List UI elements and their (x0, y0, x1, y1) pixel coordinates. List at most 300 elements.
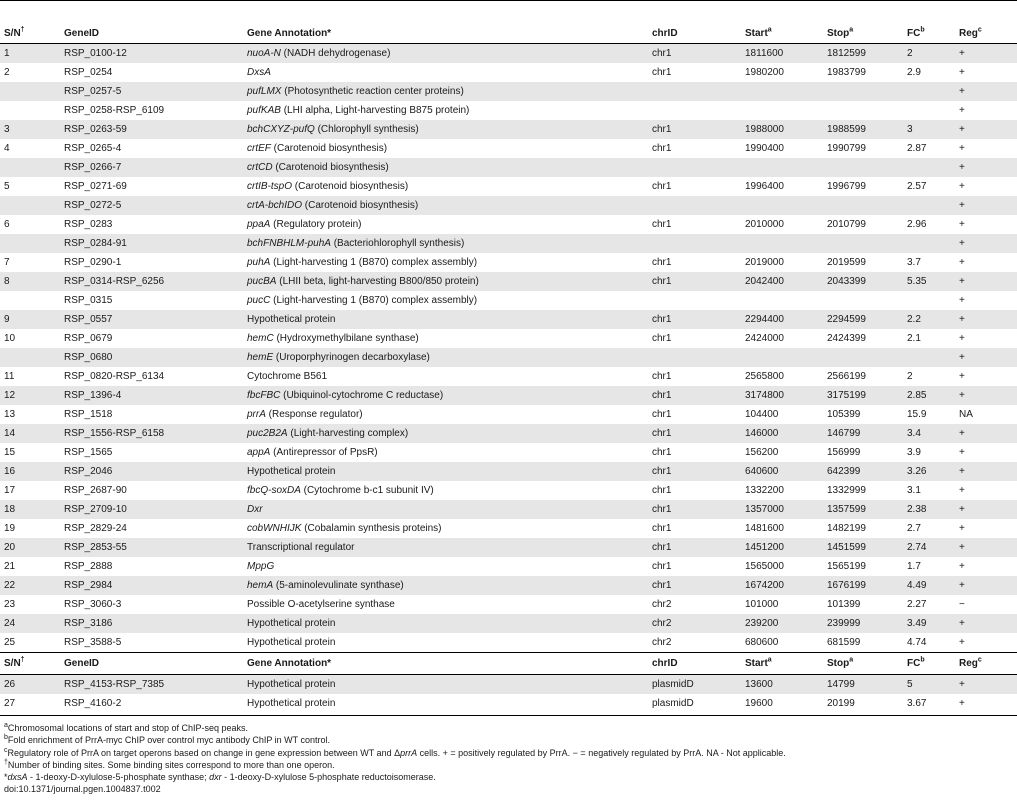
cell-gene-id: RSP_1565 (64, 447, 113, 458)
cell-sn: 27 (4, 698, 16, 709)
cell-stop: 146799 (823, 424, 903, 443)
cell-sn: 11 (4, 371, 15, 382)
cell-stop: 1812599 (823, 44, 903, 64)
cell-sn: 15 (4, 447, 16, 458)
cell-annotation: prrA (Response regulator) (247, 409, 363, 420)
cell-chr: chr1 (648, 272, 741, 291)
cell-annotation: DxsA (247, 67, 271, 78)
table-body (0, 44, 1017, 653)
cell-sn (0, 101, 60, 120)
cell-annotation: Cytochrome B561 (247, 371, 328, 382)
cell-gene-id: RSP_0263-59 (60, 120, 243, 139)
cell-fc: 3.26 (903, 462, 955, 481)
cell-gene-id: RSP_0284-91 (60, 234, 243, 253)
cell-sn: 25 (4, 637, 16, 648)
cell-reg: + (959, 257, 965, 268)
cell-annotation: MppG (247, 561, 275, 572)
table-row (0, 177, 1017, 196)
cell-stop: 2424399 (827, 333, 866, 344)
cell-start: 1332200 (745, 485, 784, 496)
cell-annotation: puc2B2A (Light-harvesting complex) (243, 424, 648, 443)
cell-sn: 19 (4, 523, 16, 534)
table-row (0, 82, 1017, 101)
header-stop: Stop$^a$ (823, 25, 903, 44)
cell-start: 680600 (745, 637, 779, 648)
table-row (0, 253, 1017, 272)
cell-reg: + (955, 158, 1017, 177)
cell-gene-id: RSP_0314-RSP_6256 (60, 272, 243, 291)
cell-sn: 20 (0, 538, 60, 557)
cell-start: 156200 (745, 447, 779, 458)
cell-reg: + (955, 576, 1017, 595)
cell-annotation: Possible O-acetylserine synthase (247, 599, 395, 610)
cell-stop: 14799 (823, 675, 903, 695)
cell-annotation: Transcriptional regulator (243, 538, 648, 557)
cell-sn: 23 (4, 599, 16, 610)
cell-chr (648, 196, 741, 215)
table-footnotes (4, 722, 786, 796)
table-row (0, 614, 1017, 633)
cell-start: 146000 (741, 424, 823, 443)
cell-reg: + (959, 561, 965, 572)
header-reg: Reg$^c$ (955, 653, 1017, 675)
cell-start (741, 101, 823, 120)
cell-gene-id: RSP_0271-69 (64, 181, 127, 192)
cell-fc: 3.49 (903, 614, 955, 633)
cell-fc (903, 234, 955, 253)
cell-chr (648, 348, 741, 367)
cell-reg: + (955, 462, 1017, 481)
cell-start: 1674200 (741, 576, 823, 595)
cell-gene-id: RSP_0257-5 (60, 82, 243, 101)
cell-fc (903, 291, 955, 310)
cell-start: 1451200 (741, 538, 823, 557)
cell-reg: + (959, 67, 965, 78)
cell-annotation: crtEF (Carotenoid biosynthesis) (247, 143, 388, 154)
cell-start: 2424000 (745, 333, 784, 344)
cell-start: 640600 (741, 462, 823, 481)
cell-fc: 3 (903, 120, 955, 139)
table-row (0, 424, 1017, 443)
cell-chr: chr1 (648, 310, 741, 329)
cell-annotation: crtCD (Carotenoid biosynthesis) (243, 158, 648, 177)
header-stop: Stop$^a$ (823, 653, 903, 675)
cell-gene-id: RSP_1518 (64, 409, 113, 420)
cell-gene-id: RSP_3588-5 (64, 637, 122, 648)
cell-sn: 5 (4, 181, 10, 192)
cell-chr: chr1 (652, 485, 672, 496)
cell-stop: 20199 (827, 698, 855, 709)
cell-gene-id: RSP_0290-1 (64, 257, 122, 268)
header-annotation: Gene Annotation* (243, 653, 648, 675)
cell-sn: 1 (0, 44, 60, 64)
table-row (0, 519, 1017, 538)
cell-chr: chr1 (652, 447, 672, 458)
cell-stop: 1983799 (827, 67, 866, 78)
cell-stop: 1451599 (823, 538, 903, 557)
cell-gene-id: RSP_3060-3 (64, 599, 122, 610)
cell-stop: 681599 (827, 637, 861, 648)
cell-gene-id: RSP_0315 (64, 295, 113, 306)
cell-reg: + (959, 105, 965, 116)
cell-reg: NA (959, 409, 973, 420)
cell-stop: 1990799 (827, 143, 866, 154)
table-row (0, 405, 1017, 424)
header-fc: $FC^b$ (903, 25, 955, 44)
cell-reg: + (959, 295, 965, 306)
cell-annotation: cobWNHIJK (Cobalamin synthesis proteins) (247, 523, 442, 534)
cell-fc: 2 (903, 44, 955, 64)
cell-stop: 101399 (827, 599, 861, 610)
cell-reg: + (959, 181, 965, 192)
cell-annotation: nuoA-N (NADH dehydrogenase) (243, 44, 648, 64)
table-row (0, 481, 1017, 500)
cell-sn: 8 (0, 272, 60, 291)
doi-text: doi:10.1371/journal.pgen.1004837.t002 (4, 784, 161, 795)
cell-start (741, 196, 823, 215)
cell-chr: chr1 (648, 386, 741, 405)
cell-chr: chr1 (648, 120, 741, 139)
header-chr: chrID (648, 653, 741, 675)
cell-start: 2294400 (741, 310, 823, 329)
cell-gene-id: RSP_0679 (64, 333, 113, 344)
cell-sn: 9 (0, 310, 60, 329)
cell-fc: 2.9 (907, 67, 921, 78)
cell-start: 1481600 (745, 523, 784, 534)
cell-fc: 1.7 (907, 561, 921, 572)
cell-fc (903, 101, 955, 120)
cell-start: 2019000 (745, 257, 784, 268)
cell-sn: 6 (4, 219, 10, 230)
cell-fc: 3.9 (907, 447, 921, 458)
cell-sn: 24 (0, 614, 60, 633)
cell-stop: 2019599 (827, 257, 866, 268)
cell-chr: chr1 (652, 67, 672, 78)
cell-stop: 2043399 (823, 272, 903, 291)
cell-sn: 21 (4, 561, 16, 572)
cell-chr: chr1 (648, 538, 741, 557)
cell-reg: + (955, 348, 1017, 367)
table-row (0, 120, 1017, 139)
table-row (0, 291, 1017, 310)
cell-sn (0, 158, 60, 177)
cell-stop: 2566199 (827, 371, 866, 382)
cell-fc: 2.7 (907, 523, 921, 534)
cell-sn (0, 82, 60, 101)
cell-start: 3174800 (741, 386, 823, 405)
cell-stop: 1482199 (827, 523, 866, 534)
table-row (0, 595, 1017, 614)
cell-chr (648, 82, 741, 101)
footnote-star: *dxsA - 1-deoxy-D-xylulose-5-phosphate synthase; dxr - 1-deoxy-D-xylulose 5-phosphate reductoisomerase. (4, 772, 436, 783)
cell-gene-id: RSP_0265-4 (64, 143, 122, 154)
cell-chr: chr1 (652, 219, 672, 230)
cell-fc (903, 196, 955, 215)
header-annotation: Gene Annotation* (243, 25, 648, 44)
footnote-b: $^b$Fold enrichment of PrrA-myc ChIP over control myc antibody ChIP in WT control. (4, 734, 331, 746)
cell-chr: plasmidD (648, 675, 741, 695)
table-row (0, 633, 1017, 653)
cell-gene-id: RSP_0254 (64, 67, 113, 78)
cell-sn: 13 (4, 409, 16, 420)
cell-chr: plasmidD (652, 698, 694, 709)
cell-stop (823, 82, 903, 101)
cell-annotation: Dxr (243, 500, 648, 519)
header-gene-id: GeneID (60, 653, 243, 675)
cell-reg: + (955, 234, 1017, 253)
cell-chr (648, 234, 741, 253)
cell-stop (823, 234, 903, 253)
cell-start: 1565000 (745, 561, 784, 572)
cell-fc (903, 348, 955, 367)
cell-annotation: ppaA (Regulatory protein) (247, 219, 362, 230)
cell-start: 1990400 (745, 143, 784, 154)
cell-reg: + (959, 485, 965, 496)
table-header-row-repeat (0, 653, 1017, 675)
cell-start: 104400 (745, 409, 779, 420)
cell-stop: 3175199 (823, 386, 903, 405)
cell-annotation: pufLMX (Photosynthetic reaction center proteins) (243, 82, 648, 101)
cell-fc: 2.57 (907, 181, 927, 192)
cell-gene-id: RSP_0266-7 (60, 158, 243, 177)
cell-reg: + (959, 698, 965, 709)
header-chr: chrID (648, 25, 741, 44)
table-row (0, 557, 1017, 576)
cell-stop (823, 291, 903, 310)
cell-chr: chr2 (648, 614, 741, 633)
cell-fc: 2.1 (907, 333, 921, 344)
cell-sn: 4 (4, 143, 10, 154)
cell-reg: + (959, 219, 965, 230)
cell-chr: chr1 (652, 523, 672, 534)
cell-annotation: crtA-bchIDO (Carotenoid biosynthesis) (243, 196, 648, 215)
cell-sn: 14 (0, 424, 60, 443)
cell-fc (903, 82, 955, 101)
cell-chr: chr1 (648, 500, 741, 519)
cell-sn: 18 (0, 500, 60, 519)
table-row (0, 462, 1017, 481)
cell-gene-id: RSP_0820-RSP_6134 (64, 371, 165, 382)
cell-fc: 5.35 (903, 272, 955, 291)
header-sn: S/N† (0, 25, 60, 44)
header-fc: $FC^b$ (903, 653, 955, 675)
cell-reg: + (959, 143, 965, 154)
cell-gene-id: RSP_1556-RSP_6158 (60, 424, 243, 443)
cell-fc: 2.38 (903, 500, 955, 519)
cell-gene-id: RSP_2853-55 (60, 538, 243, 557)
cell-fc: 2.27 (907, 599, 927, 610)
table-row (0, 63, 1017, 82)
cell-fc: 2.85 (903, 386, 955, 405)
cell-start (741, 158, 823, 177)
header-reg: Reg$^c$ (955, 25, 1017, 44)
cell-stop (823, 101, 903, 120)
table-row (0, 272, 1017, 291)
cell-fc: 2.87 (907, 143, 927, 154)
cell-gene-id: RSP_0258-RSP_6109 (64, 105, 165, 116)
header-sn: S/N† (0, 653, 60, 675)
cell-chr: chr1 (652, 561, 672, 572)
table-row (0, 329, 1017, 348)
cell-fc: 4.49 (903, 576, 955, 595)
cell-gene-id: RSP_2888 (64, 561, 113, 572)
cell-gene-id: RSP_2687-90 (64, 485, 127, 496)
cell-reg: + (955, 196, 1017, 215)
cell-stop: 156999 (827, 447, 861, 458)
cell-annotation: Hypothetical protein (243, 310, 648, 329)
table-row (0, 386, 1017, 405)
cell-gene-id: RSP_3186 (60, 614, 243, 633)
header-start: Start$^a$ (741, 653, 823, 675)
cell-annotation: hemE (Uroporphyrinogen decarboxylase) (243, 348, 648, 367)
table-header-row (0, 25, 1017, 44)
cell-chr: chr1 (652, 181, 672, 192)
cell-sn (0, 234, 60, 253)
cell-chr: chr2 (652, 637, 672, 648)
footnote-dagger: †Number of binding sites. Some binding sites correspond to more than one operon. (4, 758, 335, 770)
cell-gene-id: RSP_2046 (60, 462, 243, 481)
cell-start: 1996400 (745, 181, 784, 192)
cell-start: 1357000 (741, 500, 823, 519)
cell-start (741, 82, 823, 101)
cell-chr: chr1 (648, 44, 741, 64)
cell-reg: + (955, 44, 1017, 64)
cell-sn: 22 (0, 576, 60, 595)
cell-annotation: puhA (Light-harvesting 1 (B870) complex assembly) (247, 257, 478, 268)
cell-reg: + (959, 371, 965, 382)
cell-gene-id: RSP_0272-5 (60, 196, 243, 215)
cell-fc: 5 (903, 675, 955, 695)
cell-fc (903, 158, 955, 177)
table-row (0, 101, 1017, 120)
cell-annotation: Hypothetical protein (243, 675, 648, 695)
table-row (0, 348, 1017, 367)
cell-reg: + (955, 614, 1017, 633)
cell-sn: 26 (0, 675, 60, 695)
cell-annotation: Hypothetical protein (247, 637, 336, 648)
cell-chr (648, 158, 741, 177)
cell-start: 2042400 (741, 272, 823, 291)
cell-start: 2565800 (745, 371, 784, 382)
cell-reg: + (955, 82, 1017, 101)
cell-chr: chr1 (652, 371, 672, 382)
cell-stop: 1676199 (823, 576, 903, 595)
cell-start: 2010000 (745, 219, 784, 230)
cell-annotation: fbcFBC (Ubiquinol-cytochrome C reductase) (243, 386, 648, 405)
cell-sn: 17 (4, 485, 16, 496)
cell-stop: 105399 (827, 409, 861, 420)
table-body-plasmid (0, 675, 1017, 714)
cell-annotation: pucBA (LHII beta, light-harvesting B800/850 protein) (243, 272, 648, 291)
cell-reg: + (959, 333, 965, 344)
table-row (0, 694, 1017, 713)
table-row (0, 500, 1017, 519)
cell-reg: + (955, 120, 1017, 139)
cell-reg: + (955, 424, 1017, 443)
cell-fc: 2.96 (907, 219, 927, 230)
table-row (0, 44, 1017, 64)
cell-start: 13600 (741, 675, 823, 695)
cell-reg: + (955, 272, 1017, 291)
header-start: Start$^a$ (741, 25, 823, 44)
cell-sn: 16 (0, 462, 60, 481)
cell-chr: chr1 (652, 257, 672, 268)
cell-gene-id: RSP_4153-RSP_7385 (60, 675, 243, 695)
table-row (0, 576, 1017, 595)
cell-reg: − (959, 599, 965, 610)
cell-annotation: Hypothetical protein (243, 462, 648, 481)
table-row (0, 234, 1017, 253)
cell-fc: 3.4 (903, 424, 955, 443)
table-row (0, 538, 1017, 557)
cell-sn: 7 (4, 257, 10, 268)
cell-annotation: Hypothetical protein (247, 698, 336, 709)
cell-gene-id: RSP_0283 (64, 219, 113, 230)
cell-chr (648, 101, 741, 120)
cell-stop: 1565199 (827, 561, 866, 572)
cell-stop (823, 348, 903, 367)
cell-stop: 1357599 (823, 500, 903, 519)
cell-start: 1980200 (745, 67, 784, 78)
cell-stop: 2294599 (823, 310, 903, 329)
cell-chr: chr1 (652, 333, 672, 344)
footnote-c: $^c$Regulatory role of PrrA on target operons based on change in gene expression between WT and ΔprrA cells. + = positively regulated by PrrA. − = negatively regulated by PrrA. NA - Not applicable. (4, 746, 786, 758)
table-row (0, 443, 1017, 462)
cell-gene-id: RSP_2709-10 (60, 500, 243, 519)
table-top-rule (0, 0, 1017, 1)
cell-reg: + (959, 637, 965, 648)
table-row (0, 158, 1017, 177)
cell-start: 239200 (741, 614, 823, 633)
cell-reg: + (955, 675, 1017, 695)
cell-reg: + (955, 310, 1017, 329)
cell-stop: 1996799 (827, 181, 866, 192)
cell-stop: 1988599 (823, 120, 903, 139)
cell-annotation: hemA (5-aminolevulinate synthase) (243, 576, 648, 595)
cell-sn (0, 348, 60, 367)
cell-fc: 2 (907, 371, 913, 382)
cell-fc: 3.67 (907, 698, 927, 709)
cell-gene-id: RSP_0100-12 (60, 44, 243, 64)
cell-annotation: bchFNBHLM-puhA (Bacteriohlorophyll synthesis) (243, 234, 648, 253)
table-subheader (0, 653, 1017, 675)
cell-fc: 3.1 (907, 485, 921, 496)
cell-gene-id: RSP_4160-2 (64, 698, 122, 709)
cell-stop: 239999 (823, 614, 903, 633)
cell-sn: 10 (4, 333, 16, 344)
cell-annotation: bchCXYZ-pufQ (Chlorophyll synthesis) (243, 120, 648, 139)
cell-sn: 3 (0, 120, 60, 139)
cell-chr (648, 291, 741, 310)
cell-stop: 642399 (823, 462, 903, 481)
cell-start: 1811600 (741, 44, 823, 64)
table-row (0, 196, 1017, 215)
table-bottom-rule (0, 715, 1017, 716)
header-gene-id: GeneID (60, 25, 243, 44)
cell-annotation: pufKAB (LHI alpha, Light-harvesting B875 protein) (247, 105, 470, 116)
cell-annotation: Hypothetical protein (243, 614, 648, 633)
cell-fc: 3.7 (907, 257, 921, 268)
cell-stop (823, 196, 903, 215)
cell-sn (0, 196, 60, 215)
cell-start: 19600 (745, 698, 773, 709)
cell-chr: chr2 (652, 599, 672, 610)
cell-chr: chr1 (648, 576, 741, 595)
cell-start (741, 348, 823, 367)
cell-annotation: hemC (Hydroxymethylbilane synthase) (247, 333, 419, 344)
cell-chr: chr1 (652, 143, 672, 154)
cell-gene-id: RSP_2829-24 (64, 523, 127, 534)
